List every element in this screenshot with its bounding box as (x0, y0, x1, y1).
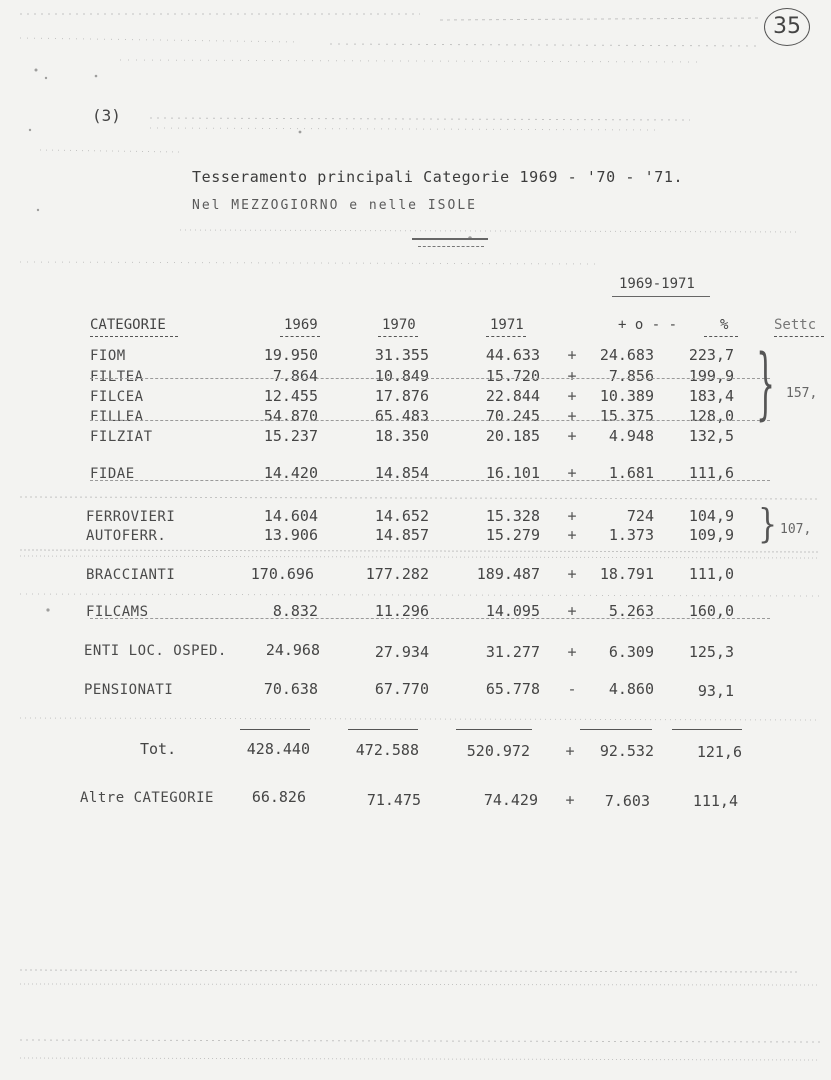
row-category: FILLEA (90, 409, 144, 425)
header-1969: 1969 (284, 317, 318, 333)
cell-pct: 183,4 (688, 387, 734, 405)
cell-1969: 13.906 (263, 526, 318, 544)
cell-1970: 14.652 (374, 507, 429, 525)
cell-pct: 111,6 (688, 464, 734, 482)
other-1969: 66.826 (251, 788, 306, 806)
total-diff: 92.532 (599, 742, 654, 760)
cell-1969: 14.420 (263, 464, 318, 482)
header-1970: 1970 (382, 317, 416, 333)
row-category: FIOM (90, 348, 126, 364)
cell-sign: + (567, 346, 577, 364)
header-diff: + o - - (618, 317, 678, 333)
cell-1969: 19.950 (263, 346, 318, 364)
other-label: Altre CATEGORIE (80, 790, 214, 806)
cell-1969: 14.604 (263, 507, 318, 525)
total-label: Tot. (140, 740, 177, 758)
range-underline (612, 296, 710, 297)
cell-1969: 7.864 (272, 367, 318, 385)
group-brace-small: } (758, 502, 778, 548)
cell-1970: 31.355 (374, 346, 429, 364)
other-diff: 7.603 (604, 792, 650, 810)
row-leader (90, 618, 770, 619)
cell-sign: + (567, 565, 577, 583)
cell-1971: 189.487 (476, 565, 540, 583)
cell-diff: 724 (626, 507, 654, 525)
cell-1971: 16.101 (485, 464, 540, 482)
other-1971: 74.429 (483, 791, 538, 809)
cell-diff: 4.860 (608, 680, 654, 698)
header-sector: Settc (774, 317, 817, 333)
cell-1971: 65.778 (485, 680, 540, 698)
cell-sign: + (567, 643, 577, 661)
cell-1970: 67.770 (374, 680, 429, 698)
group-value: 157, (786, 386, 818, 401)
sum-rule-diff (580, 729, 652, 730)
cell-1969: 15.237 (263, 427, 318, 445)
cell-sign: + (567, 526, 577, 544)
title-underline-dashed (418, 246, 484, 247)
cell-diff: 15.375 (599, 407, 654, 425)
cell-1971: 15.720 (485, 367, 540, 385)
cell-pct: 104,9 (688, 507, 734, 525)
cell-1971: 15.328 (485, 507, 540, 525)
header-category: CATEGORIE (90, 317, 166, 333)
cell-1969: 54.870 (263, 407, 318, 425)
cell-1970: 177.282 (365, 565, 429, 583)
other-pct: 111,4 (692, 792, 738, 810)
cell-diff: 6.309 (608, 643, 654, 661)
cell-sign: - (567, 680, 577, 698)
cell-diff: 1.681 (608, 464, 654, 482)
cell-1970: 65.483 (374, 407, 429, 425)
cell-diff: 24.683 (599, 346, 654, 364)
other-sign: + (565, 791, 575, 809)
header-1971-underline (486, 336, 526, 337)
row-category: FILZIAT (90, 429, 153, 445)
cell-1969: 24.968 (265, 641, 320, 659)
header-1971: 1971 (490, 317, 524, 333)
header-1969-underline (280, 336, 320, 337)
cell-1970: 18.350 (374, 427, 429, 445)
group-brace-large: } (756, 340, 776, 431)
header-pct: % (720, 317, 729, 333)
total-sign: + (565, 742, 575, 760)
total-1969: 428.440 (246, 740, 310, 758)
cell-1970: 17.876 (374, 387, 429, 405)
cell-pct: 199,9 (688, 367, 734, 385)
title-underline (412, 238, 488, 240)
cell-pct: 160,0 (688, 602, 734, 620)
sum-rule-1970 (348, 729, 418, 730)
cell-1969: 70.638 (263, 680, 318, 698)
cell-diff: 4.948 (608, 427, 654, 445)
cell-diff: 5.263 (608, 602, 654, 620)
row-category: FIDAE (90, 466, 135, 482)
page-number: 35 (764, 8, 810, 46)
row-category: AUTOFERR. (86, 528, 167, 544)
cell-sign: + (567, 427, 577, 445)
total-1970: 472.588 (355, 741, 419, 759)
cell-pct: 111,0 (688, 565, 734, 583)
cell-1970: 10.849 (374, 367, 429, 385)
cell-1970: 27.934 (374, 643, 429, 661)
row-leader (90, 480, 770, 481)
cell-1971: 22.844 (485, 387, 540, 405)
cell-sign: + (567, 507, 577, 525)
other-1970: 71.475 (366, 791, 421, 809)
header-pct-underline (704, 336, 738, 337)
row-category: ENTI LOC. OSPED. (84, 643, 227, 659)
total-pct: 121,6 (696, 743, 742, 761)
row-category: FERROVIERI (86, 509, 176, 525)
cell-diff: 10.389 (599, 387, 654, 405)
cell-pct: 128,0 (688, 407, 734, 425)
cell-sign: + (567, 407, 577, 425)
cell-diff: 18.791 (599, 565, 654, 583)
header-1970-underline (378, 336, 418, 337)
cell-pct: 93,1 (697, 682, 734, 700)
sum-rule-1969 (240, 729, 310, 730)
row-category: PENSIONATI (84, 682, 174, 698)
cell-diff: 1.373 (608, 526, 654, 544)
header-category-underline (90, 336, 178, 337)
sum-rule-1971 (456, 729, 532, 730)
cell-pct: 132,5 (688, 427, 734, 445)
cell-sign: + (567, 602, 577, 620)
cell-sign: + (567, 387, 577, 405)
document-title: Tesseramento principali Categorie 1969 - '70 - '71. (192, 168, 684, 186)
cell-1969: 170.696 (250, 565, 314, 583)
cell-pct: 125,3 (688, 643, 734, 661)
header-sector-underline (774, 336, 824, 337)
cell-1971: 15.279 (485, 526, 540, 544)
sum-rule-pct (672, 729, 742, 730)
row-category: FILCEA (90, 389, 144, 405)
cell-1971: 20.185 (485, 427, 540, 445)
cell-1971: 44.633 (485, 346, 540, 364)
row-leader (90, 420, 770, 421)
cell-1969: 12.455 (263, 387, 318, 405)
cell-1970: 14.854 (374, 464, 429, 482)
document-subtitle: Nel MEZZOGIORNO e nelle ISOLE (192, 198, 477, 213)
cell-pct: 109,9 (688, 526, 734, 544)
row-category: BRACCIANTI (86, 567, 176, 583)
cell-1971: 70.245 (485, 407, 540, 425)
total-1971: 520.972 (466, 742, 530, 760)
row-leader (90, 378, 770, 379)
row-category: FILTEA (90, 369, 144, 385)
cell-sign: + (567, 464, 577, 482)
cell-sign: + (567, 367, 577, 385)
cell-1970: 14.857 (374, 526, 429, 544)
range-label: 1969-1971 (619, 276, 695, 292)
section-number: (3) (92, 106, 121, 125)
row-category: FILCAMS (86, 604, 149, 620)
cell-1970: 11.296 (374, 602, 429, 620)
cell-1971: 31.277 (485, 643, 540, 661)
cell-1971: 14.095 (485, 602, 540, 620)
cell-1969: 8.832 (272, 602, 318, 620)
cell-pct: 223,7 (688, 346, 734, 364)
cell-diff: 7.856 (608, 367, 654, 385)
group-value: 107, (780, 522, 812, 537)
